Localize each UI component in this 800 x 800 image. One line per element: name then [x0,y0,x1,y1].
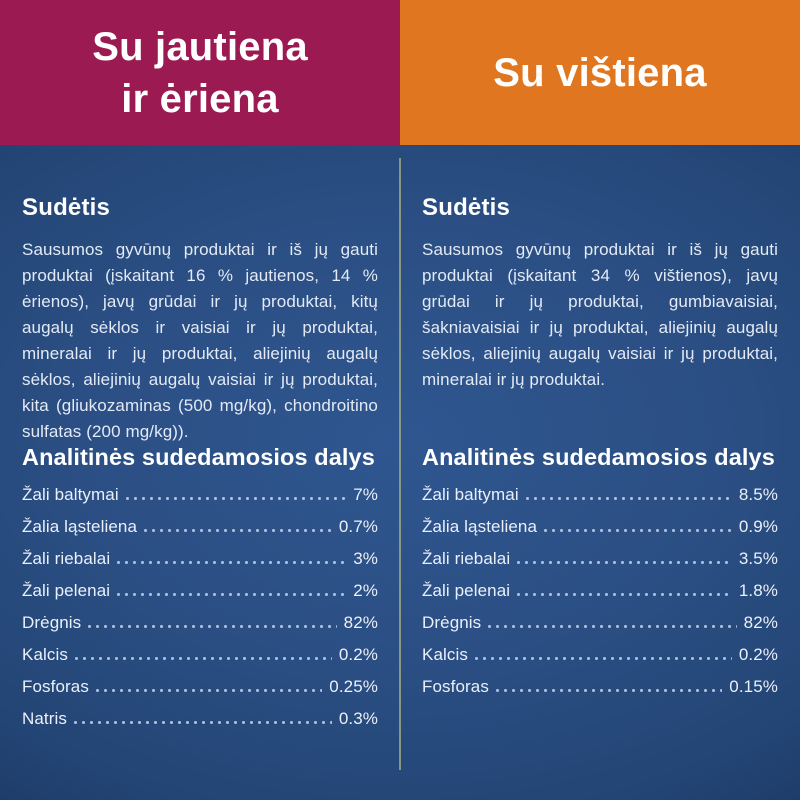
leader-dots [526,497,732,500]
analytical-label: Žali riebalai [422,549,511,568]
info-panel [0,145,800,800]
analytical-label: Žali pelenai [22,581,111,600]
column-beef-lamb [0,145,400,800]
analytical-row [22,484,378,505]
header-beef-lamb [0,0,400,145]
analytical-value: 8.5% [738,485,778,504]
analytical-value: 2% [353,581,378,600]
analytical-heading: Analitinės sudedamosios dalys [22,444,375,470]
analytical-label: Fosforas [422,677,489,696]
analytical-value: 3.5% [738,549,778,568]
analytical-row [422,612,778,633]
variant-headers [0,0,800,145]
analytical-label: Žalia ląsteliena [22,517,137,536]
leader-dots [475,657,732,660]
leader-dots [488,625,736,628]
analytical-label: Natris [22,709,67,728]
leader-dots [117,593,346,596]
leader-dots [88,625,336,628]
variant-title-beef-lamb [92,21,308,125]
analytical-value: 0.2% [738,645,778,664]
analytical-section [22,442,378,740]
leader-dots [517,593,732,596]
analytical-row [22,676,378,697]
analytical-value: 0.9% [738,517,778,536]
title-line-2: ir ėriena [121,76,279,121]
analytical-value: 0.3% [338,709,378,728]
analytical-label: Drėgnis [422,613,482,632]
analytical-row [22,708,378,729]
analytical-label: Drėgnis [22,613,82,632]
leader-dots [74,721,332,724]
leader-dots [544,529,732,532]
composition-heading: Sudėtis [422,194,511,221]
analytical-row [22,644,378,665]
analytical-value: 0.2% [338,645,378,664]
analytical-label: Žali baltymai [22,485,119,504]
analytical-value: 0.25% [329,677,378,696]
analytical-label: Fosforas [22,677,89,696]
leader-dots [496,689,722,692]
leader-dots [117,561,346,564]
analytical-label: Žali riebalai [22,549,111,568]
analytical-value: 0.15% [729,677,778,696]
analytical-row [22,548,378,569]
analytical-row [422,548,778,569]
analytical-row [22,580,378,601]
analytical-row [22,612,378,633]
variant-title-chicken [493,47,706,99]
analytical-row [22,516,378,537]
analytical-value: 7% [353,485,378,504]
leader-dots [144,529,332,532]
title-line-1: Su vištiena [493,50,707,95]
analytical-label: Žali baltymai [422,485,519,504]
header-chicken [400,0,800,145]
analytical-label: Kalcis [22,645,68,664]
analytical-value: 1.8% [738,581,778,600]
leader-dots [75,657,332,660]
analytical-label: Kalcis [422,645,468,664]
column-chicken [400,145,800,800]
analytical-row [422,676,778,697]
analytical-row [422,516,778,537]
analytical-section [422,442,778,708]
analytical-row [422,644,778,665]
analytical-rows [422,484,778,697]
analytical-label: Žali pelenai [422,581,511,600]
analytical-value: 82% [743,613,778,632]
analytical-heading: Analitinės sudedamosios dalys [422,444,775,470]
analytical-rows [22,484,378,729]
analytical-label: Žalia ląsteliena [422,517,537,536]
composition-body: Sausumos gyvūnų produktai ir iš jų gauti produktai (įskaitant 34 % vištienos), javų grūdai ir jų produktai, gumbiavaisiai, šakniavaisiai ir jų produktai, aliejinių augalų sėklos, aliejinių augalų vaisiai ir jų produktai, mineralai ir jų produktai. [422,240,778,389]
composition-heading: Sudėtis [22,194,111,221]
title-line-1: Su jautiena [92,24,308,69]
analytical-row [422,484,778,505]
analytical-value: 82% [343,613,378,632]
analytical-value: 0.7% [338,517,378,536]
leader-dots [96,689,322,692]
leader-dots [517,561,732,564]
analytical-value: 3% [353,549,378,568]
analytical-row [422,580,778,601]
composition-body: Sausumos gyvūnų produktai ir iš jų gauti produktai (įskaitant 16 % jautienos, 14 % ėrienos), javų grūdai ir jų produktai, kitų augalų sėklos ir vaisiai ir jų produktai, mineralai ir jų produktai, aliejinių augalų sėklos, aliejinių augalų vaisiai ir jų produktai, kita (gliukozaminas (500 mg/kg), chondroitino sulfatas (200 mg/kg)). [22,240,378,441]
leader-dots [126,497,347,500]
